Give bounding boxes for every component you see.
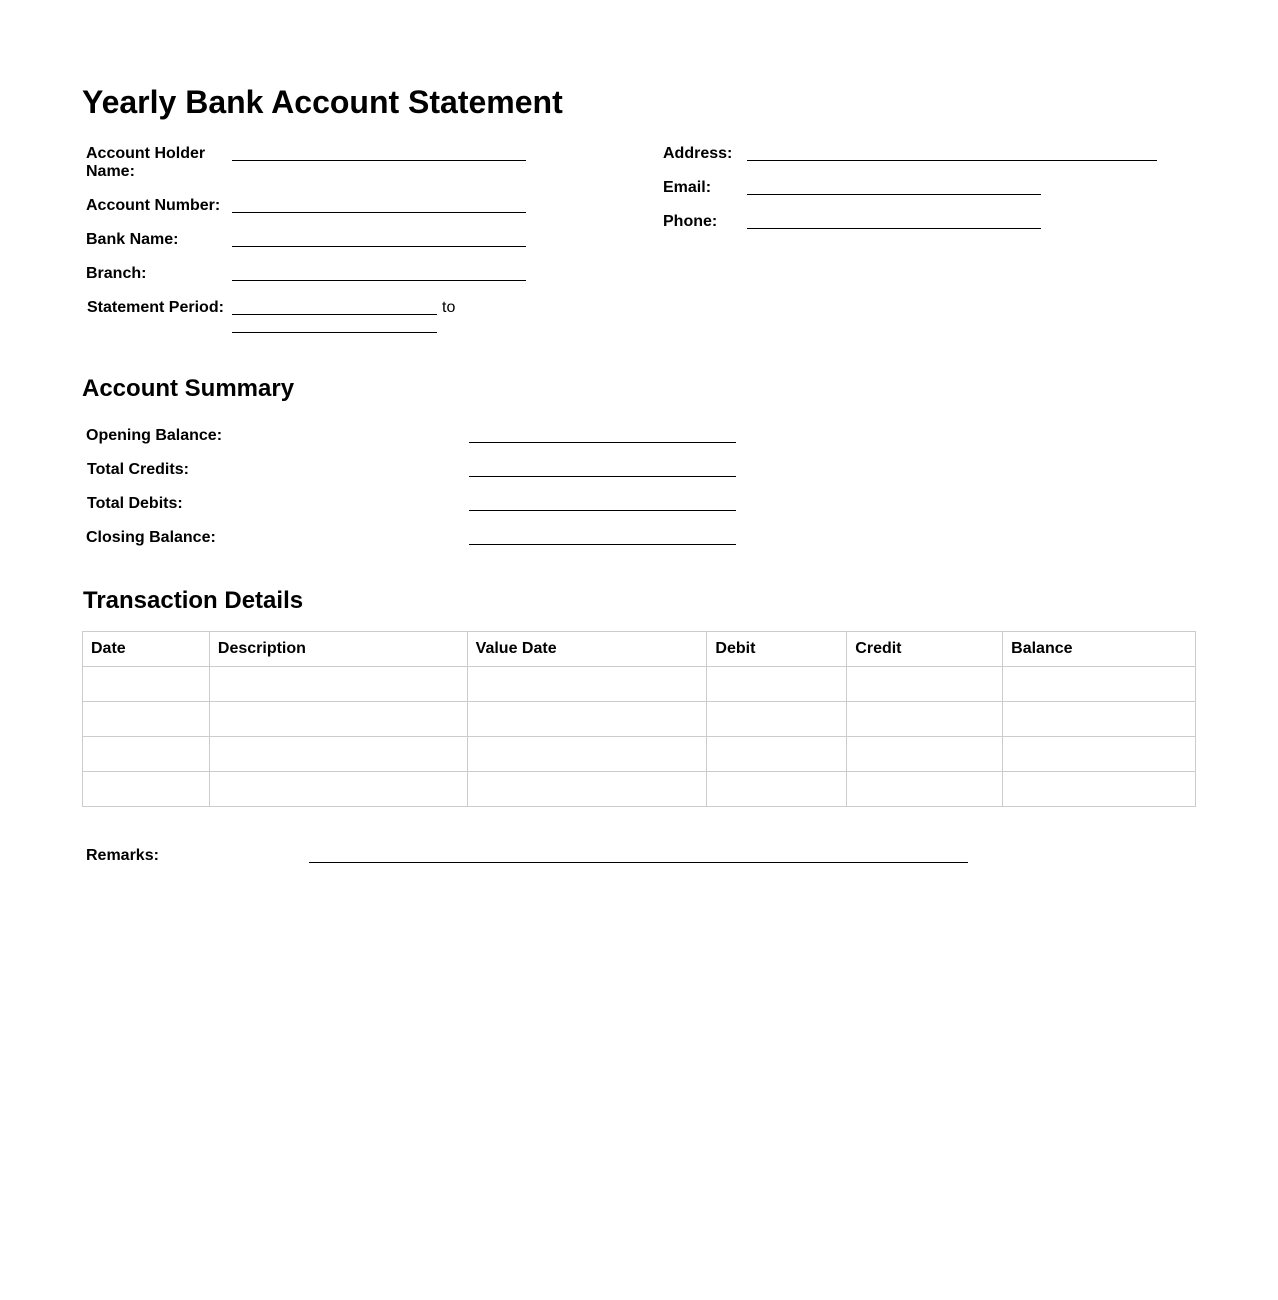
page-title: Yearly Bank Account Statement [82, 84, 563, 120]
address-field[interactable] [747, 160, 1157, 161]
cell-value-date[interactable] [467, 737, 707, 772]
table-row [83, 667, 1196, 702]
column-header-debit: Debit [707, 632, 847, 667]
total-debits-label: Total Debits: [87, 495, 183, 512]
account-holder-name-label [86, 145, 205, 181]
email-field[interactable] [747, 194, 1041, 195]
cell-balance[interactable] [1003, 667, 1196, 702]
total-credits-label: Total Credits: [87, 461, 189, 478]
account-holder-name-field[interactable] [232, 160, 526, 161]
total-credits-field[interactable] [469, 476, 736, 477]
cell-value-date[interactable] [467, 772, 707, 807]
transaction-details-heading: Transaction Details [83, 587, 304, 614]
account-number-label: Account Number: [86, 197, 221, 214]
account-summary-heading: Account Summary [82, 375, 295, 402]
cell-credit[interactable] [847, 737, 1003, 772]
cell-date[interactable] [83, 667, 210, 702]
cell-debit[interactable] [707, 737, 847, 772]
branch-label: Branch: [86, 265, 147, 282]
cell-description[interactable] [209, 667, 467, 702]
cell-balance[interactable] [1003, 737, 1196, 772]
closing-balance-field[interactable] [469, 544, 736, 545]
table-row [83, 772, 1196, 807]
branch-field[interactable] [232, 280, 526, 281]
cell-debit[interactable] [707, 702, 847, 737]
closing-balance-label: Closing Balance: [86, 529, 216, 546]
opening-balance-field[interactable] [469, 442, 736, 443]
table-row [83, 702, 1196, 737]
transactions-table [82, 631, 1196, 807]
bank-name-label: Bank Name: [86, 231, 179, 248]
cell-description[interactable] [209, 702, 467, 737]
cell-date[interactable] [83, 772, 210, 807]
cell-balance[interactable] [1003, 772, 1196, 807]
cell-debit[interactable] [707, 667, 847, 702]
column-header-date: Date [83, 632, 210, 667]
bank-name-field[interactable] [232, 246, 526, 247]
cell-credit[interactable] [847, 702, 1003, 737]
email-label: Email: [663, 179, 712, 196]
total-debits-field[interactable] [469, 510, 736, 511]
column-header-value-date: Value Date [467, 632, 707, 667]
statement-period-label: Statement Period: [87, 299, 224, 316]
phone-label: Phone: [663, 213, 718, 230]
cell-value-date[interactable] [467, 667, 707, 702]
opening-balance-label: Opening Balance: [86, 427, 223, 444]
table-row [83, 737, 1196, 772]
table-header-row [83, 632, 1196, 667]
column-header-description: Description [209, 632, 467, 667]
statement-period-start-field[interactable] [232, 314, 437, 315]
cell-description[interactable] [209, 737, 467, 772]
address-label: Address: [663, 145, 733, 162]
cell-debit[interactable] [707, 772, 847, 807]
statement-period-separator: to [442, 299, 456, 316]
remarks-label: Remarks: [86, 847, 159, 864]
remarks-field[interactable] [309, 862, 968, 863]
cell-credit[interactable] [847, 667, 1003, 702]
cell-balance[interactable] [1003, 702, 1196, 737]
cell-date[interactable] [83, 702, 210, 737]
statement-period-end-field[interactable] [232, 332, 437, 333]
label-line-1: Account Holder [86, 145, 206, 162]
cell-description[interactable] [209, 772, 467, 807]
label-line-2: Name: [86, 163, 135, 180]
column-header-credit: Credit [847, 632, 1003, 667]
cell-value-date[interactable] [467, 702, 707, 737]
account-number-field[interactable] [232, 212, 526, 213]
phone-field[interactable] [747, 228, 1041, 229]
cell-date[interactable] [83, 737, 210, 772]
cell-credit[interactable] [847, 772, 1003, 807]
column-header-balance: Balance [1003, 632, 1196, 667]
